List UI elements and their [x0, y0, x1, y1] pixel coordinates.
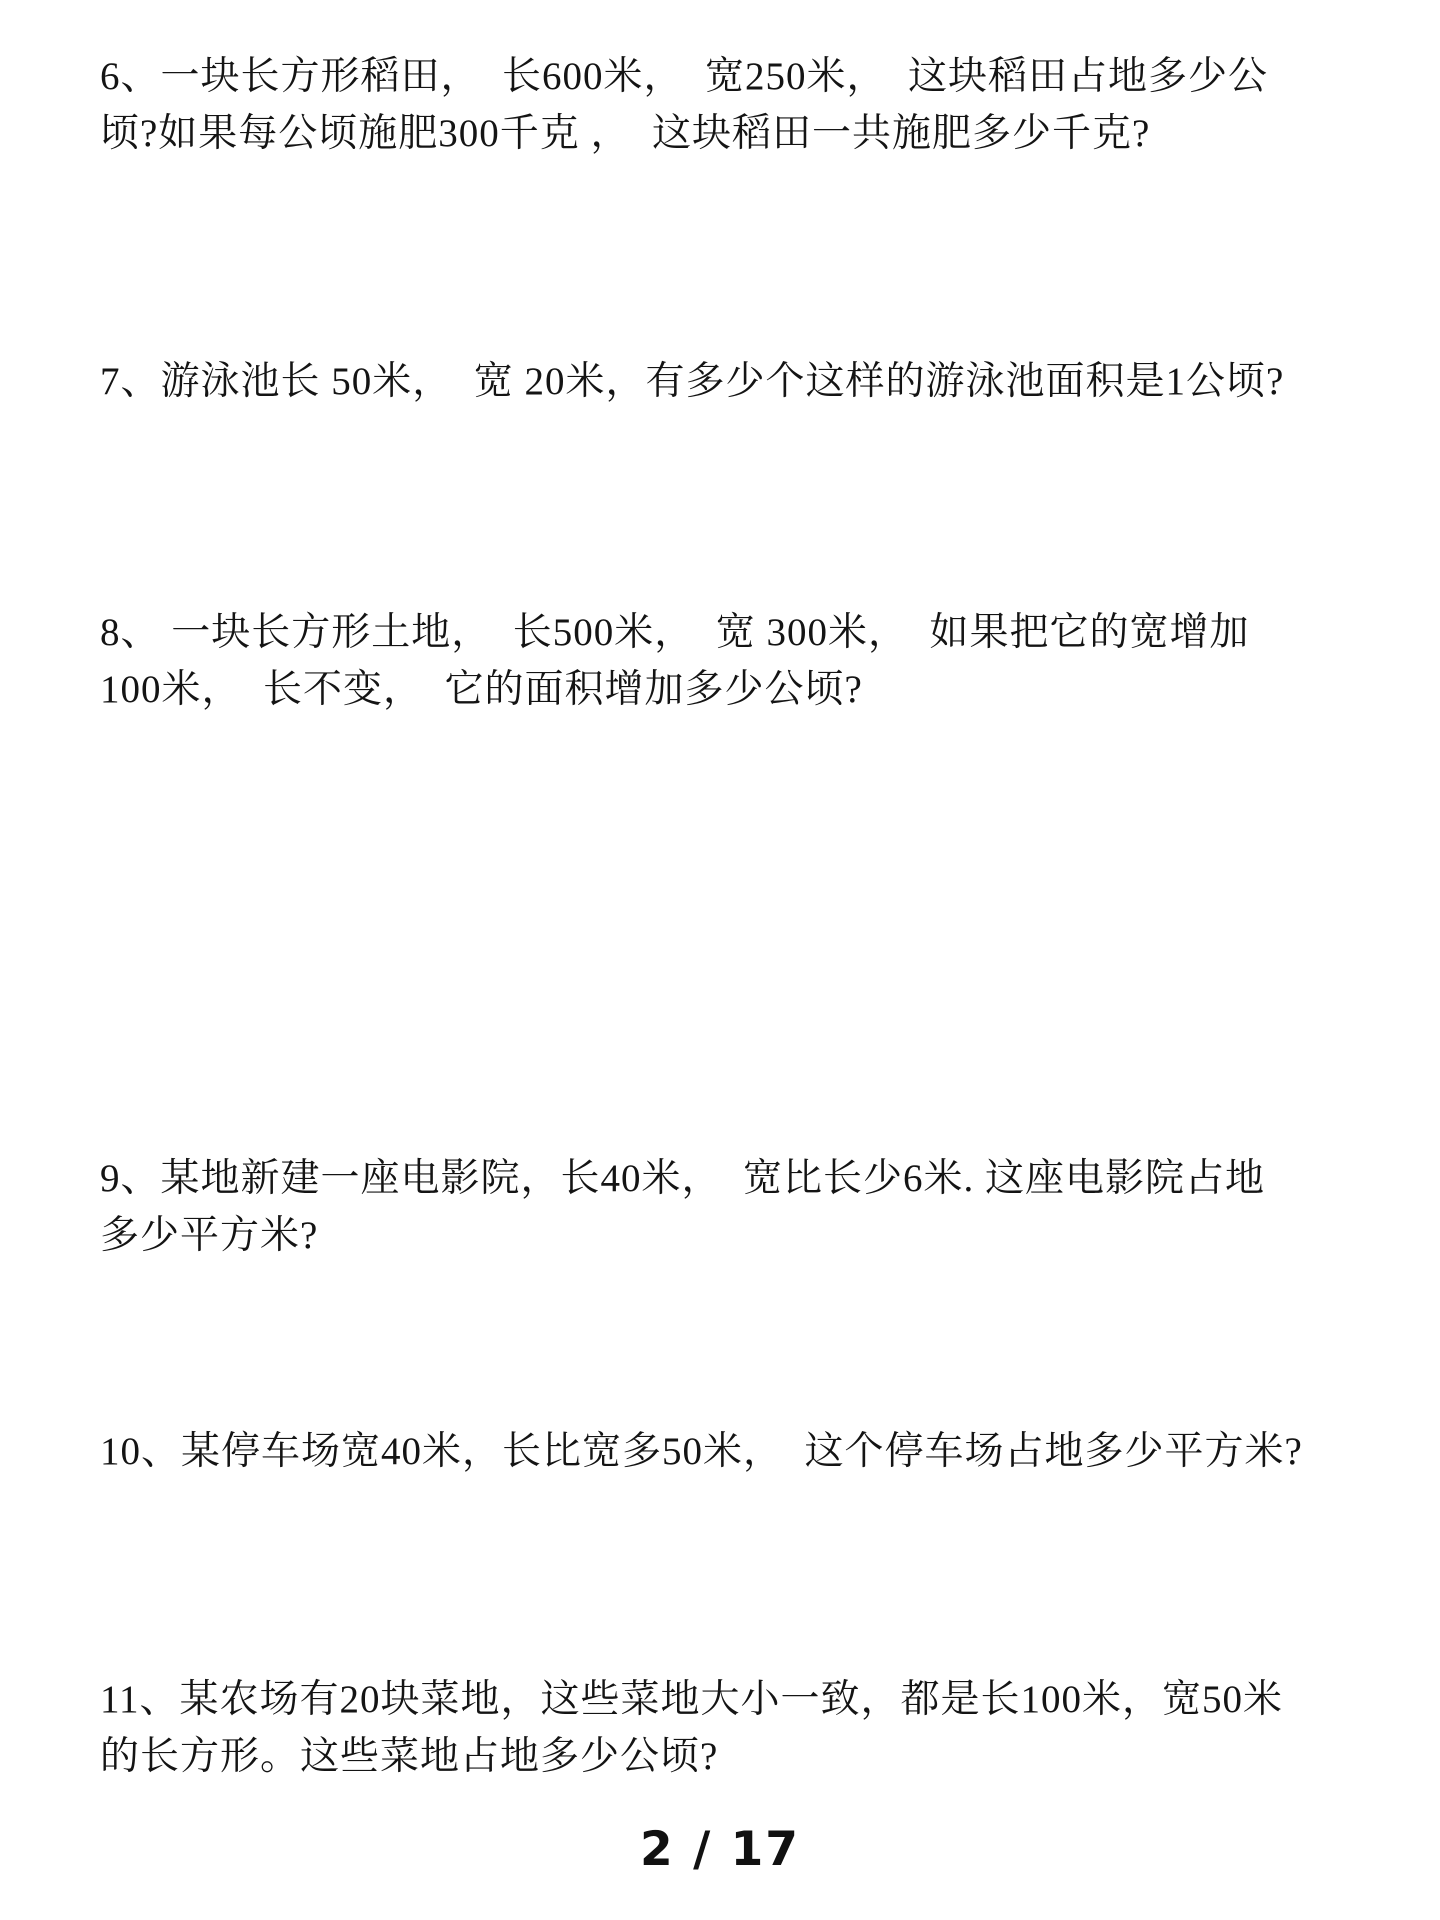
- question-6-line-2: 顷?如果每公顷施肥300千克 ， 这块稻田一共施肥多少千克?: [100, 112, 1151, 155]
- page-number: 2 / 17: [640, 1822, 800, 1877]
- question-10-line-1: 10、某停车场宽40米，长比宽多50米， 这个停车场占地多少平方米?: [100, 1430, 1303, 1473]
- question-8-line-2: 100米， 长不变， 它的面积增加多少公顷?: [100, 668, 863, 711]
- question-9: [100, 1150, 1380, 1264]
- question-9-line-2: 多少平方米?: [100, 1214, 319, 1257]
- question-11: [100, 1671, 1380, 1785]
- question-6-line-1: 6、一块长方形稻田， 长600米， 宽250米， 这块稻田占地多少公: [100, 55, 1269, 98]
- question-7: [100, 353, 1380, 410]
- question-11-line-2: 的长方形。这些菜地占地多少公顷?: [100, 1735, 719, 1778]
- question-11-line-1: 11、某农场有20块菜地，这些菜地大小一致，都是长100米，宽50米: [100, 1678, 1284, 1721]
- question-6: [100, 48, 1380, 162]
- question-8: [100, 604, 1380, 718]
- question-7-line-1: 7、游泳池长 50米， 宽 20米，有多少个这样的游泳池面积是1公顷?: [100, 360, 1285, 403]
- question-10: [100, 1423, 1380, 1480]
- question-9-line-1: 9、某地新建一座电影院，长40米， 宽比长少6米. 这座电影院占地: [100, 1157, 1266, 1200]
- question-8-line-1: 8、 一块长方形土地， 长500米， 宽 300米， 如果把它的宽增加: [100, 611, 1250, 654]
